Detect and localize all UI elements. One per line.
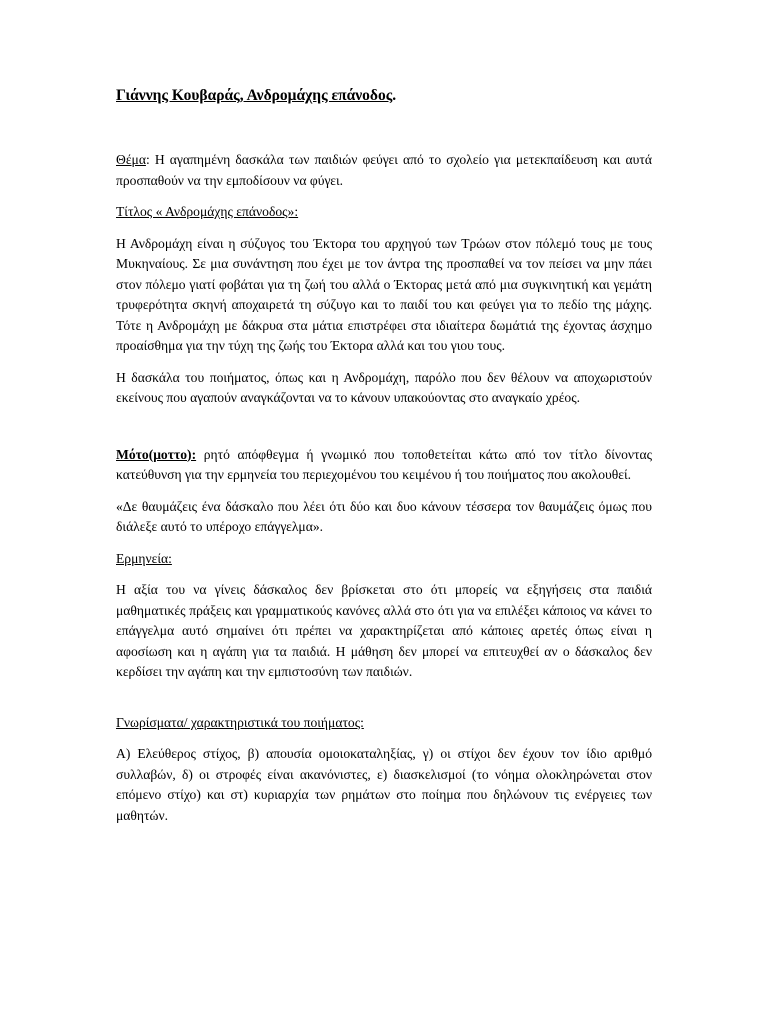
motto-quote: «Δε θαυμάζεις ένα δάσκαλο που λέει ότι δύο και δυο κάνουν τέσσερα τον θαυμάζεις όμως που διάλεξε αυτό το υπέροχο επάγγελμα». — [116, 498, 652, 534]
title-heading — [116, 202, 652, 223]
interpretation-heading-text: Ερμηνεία: — [116, 550, 172, 566]
interpretation-paragraph: Η αξία του να γίνεις δάσκαλος δεν βρίσκεται στο ότι μπορείς να εξηγήσεις στα παιδιά μαθηματικές πράξεις και γραμματικούς κανόνες αλλά στο ότι για να επιλέξει κάποιος να κάνει το επάγγελμα αυτό σημαίνει ότι πρέπει να χαρακτηρίζεται από κάποιες αρετές όπως είναι η αφοσίωση και η αγάπη για τα παιδιά. Η μάθηση δεν μπορεί να επιτευχθεί αν ο δάσκαλος δεν κερδίσει την αγάπη και την εμπιστοσύνη των παιδιών. — [116, 582, 652, 679]
title-period: . — [392, 87, 397, 104]
motto-text: ρητό απόφθεγμα ή γνωμικό που τοποθετείται κάτω από τον τίτλο δίνοντας κατεύθυνση για την ερμηνεία του περιεχομένου του κειμένου ή του ποιήματος που ακολουθεί. — [116, 446, 652, 482]
interpretation-heading — [116, 549, 652, 570]
motto-paragraph — [116, 445, 652, 486]
title-paragraph-2: Η δασκάλα του ποιήματος, όπως και η Ανδρομάχη, παρόλο που δεν θέλουν να αποχωριστούν εκείνους που αγαπούν αναγκάζονται να το κάνουν υπακούοντας στο αναγκαίο χρέος. — [116, 369, 652, 405]
theme-label: Θέμα — [116, 152, 146, 167]
features-heading — [116, 713, 652, 734]
features-heading-text: Γνωρίσματα/ χαρακτηριστικά του ποιήματος: — [116, 714, 364, 730]
theme-paragraph — [116, 150, 652, 191]
document-page — [116, 86, 652, 837]
motto-label: Μότο(μοττο): — [116, 446, 197, 462]
title-text: Γιάννης Κουβαράς, Ανδρομάχης επάνοδος — [116, 87, 393, 104]
features-paragraph: Α) Ελεύθερος στίχος, β) απουσία ομοιοκαταληξίας, γ) οι στίχοι δεν έχουν τον ίδιο αριθμό συλλαβών, δ) οι στροφές είναι ακανόνιστες, ε) διασκελισμοί (το νόημα ολοκληρώνεται στον επόμενο στίχο) και στ) κυριαρχία των ρημάτων στο ποίημα που δηλώνουν τις ενέργειες των μαθητών. — [116, 746, 652, 823]
title-heading-text: Τίτλος « Ανδρομάχης επάνοδος»: — [116, 204, 299, 219]
theme-text: : Η αγαπημένη δασκάλα των παιδιών φεύγει από το σχολείο για μετεκπαίδευση και αυτά προσπαθούν να την εμποδίσουν να φύγει. — [116, 152, 652, 188]
title-paragraph-1: Η Ανδρομάχη είναι η σύζυγος του Έκτορα του αρχηγού των Τρώων στον πόλεμό τους με τους Μυκηναίους. Σε μια συνάντηση που έχει με τον άντρα της προσπαθεί να τον πείσει να μην πάει στον πόλεμο γιατί φοβάται για τη ζωή του αλλά ο Έκτορας μετά από μια συγκινητική και γεμάτη τρυφερότητα σκηνή αποχαιρετά τη σύζυγο και το παιδί του και φεύγει για το πεδίο της μάχης. Τότε η Ανδρομάχη με δάκρυα στα μάτια επιστρέφει στα ιδιαίτερα δωμάτιά της έχοντας άσχημο προαίσθημα για την τύχη της ζωής του Έκτορα αλλά και του γιου τους. — [116, 235, 652, 353]
document-title — [116, 86, 652, 106]
